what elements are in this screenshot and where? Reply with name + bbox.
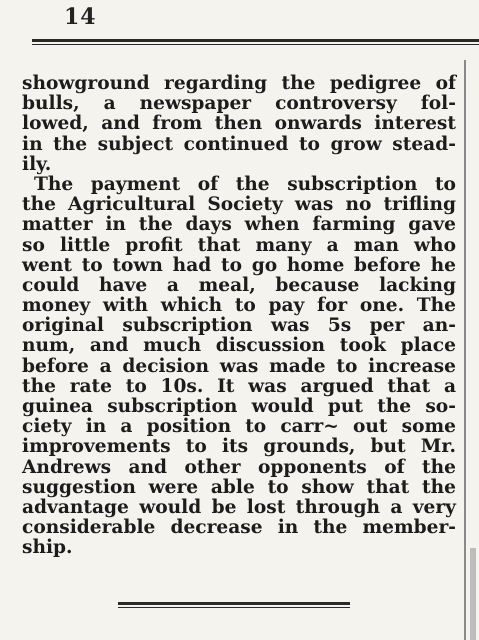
text-line: in the subject continued to grow stead- <box>22 133 456 155</box>
footer-rule <box>118 602 350 608</box>
article-text <box>22 74 456 559</box>
text-line: before a decision was made to increase <box>22 355 456 377</box>
edge-mark <box>470 548 476 640</box>
text-line: went to town had to go home before he <box>22 254 456 276</box>
text-line: the rate to 10s. It was argued that a <box>22 375 456 397</box>
text-line: num, and much discussion took place <box>22 335 456 357</box>
column-margin-line <box>464 60 466 640</box>
text-line: so little profit that many a man who <box>22 234 456 256</box>
text-line: the Agricultural Society was no trifling <box>22 194 456 216</box>
text-line: guinea subscription would put the so- <box>22 396 456 417</box>
text-line: Andrews and other opponents of the <box>22 456 456 478</box>
header-rule <box>32 39 479 45</box>
text-line: lowed, and from then onwards interest <box>22 113 456 135</box>
text-line: suggestion were able to show that the <box>22 476 456 498</box>
text-line: showground regarding the pedigree of <box>22 73 456 94</box>
text-line: ciety in a position to carr~ out some <box>22 416 456 438</box>
text-line: original subscription was 5s per an- <box>22 315 456 337</box>
text-line: bulls, a newspaper controversy fol- <box>22 93 456 115</box>
text-line: matter in the days when farming gave <box>22 214 456 236</box>
text-line: advantage would be lost through a very <box>22 496 456 518</box>
page-number: 14 <box>64 4 97 30</box>
text-line: The payment of the subscription to <box>34 173 456 195</box>
text-line: improvements to its grounds, but Mr. <box>22 436 456 458</box>
text-line: money with which to pay for one. The <box>22 295 456 317</box>
text-line: ily. <box>22 153 52 175</box>
text-line: ship. <box>22 537 73 559</box>
text-line: could have a meal, because lacking <box>22 274 456 296</box>
text-line: considerable decrease in the member- <box>22 517 456 539</box>
